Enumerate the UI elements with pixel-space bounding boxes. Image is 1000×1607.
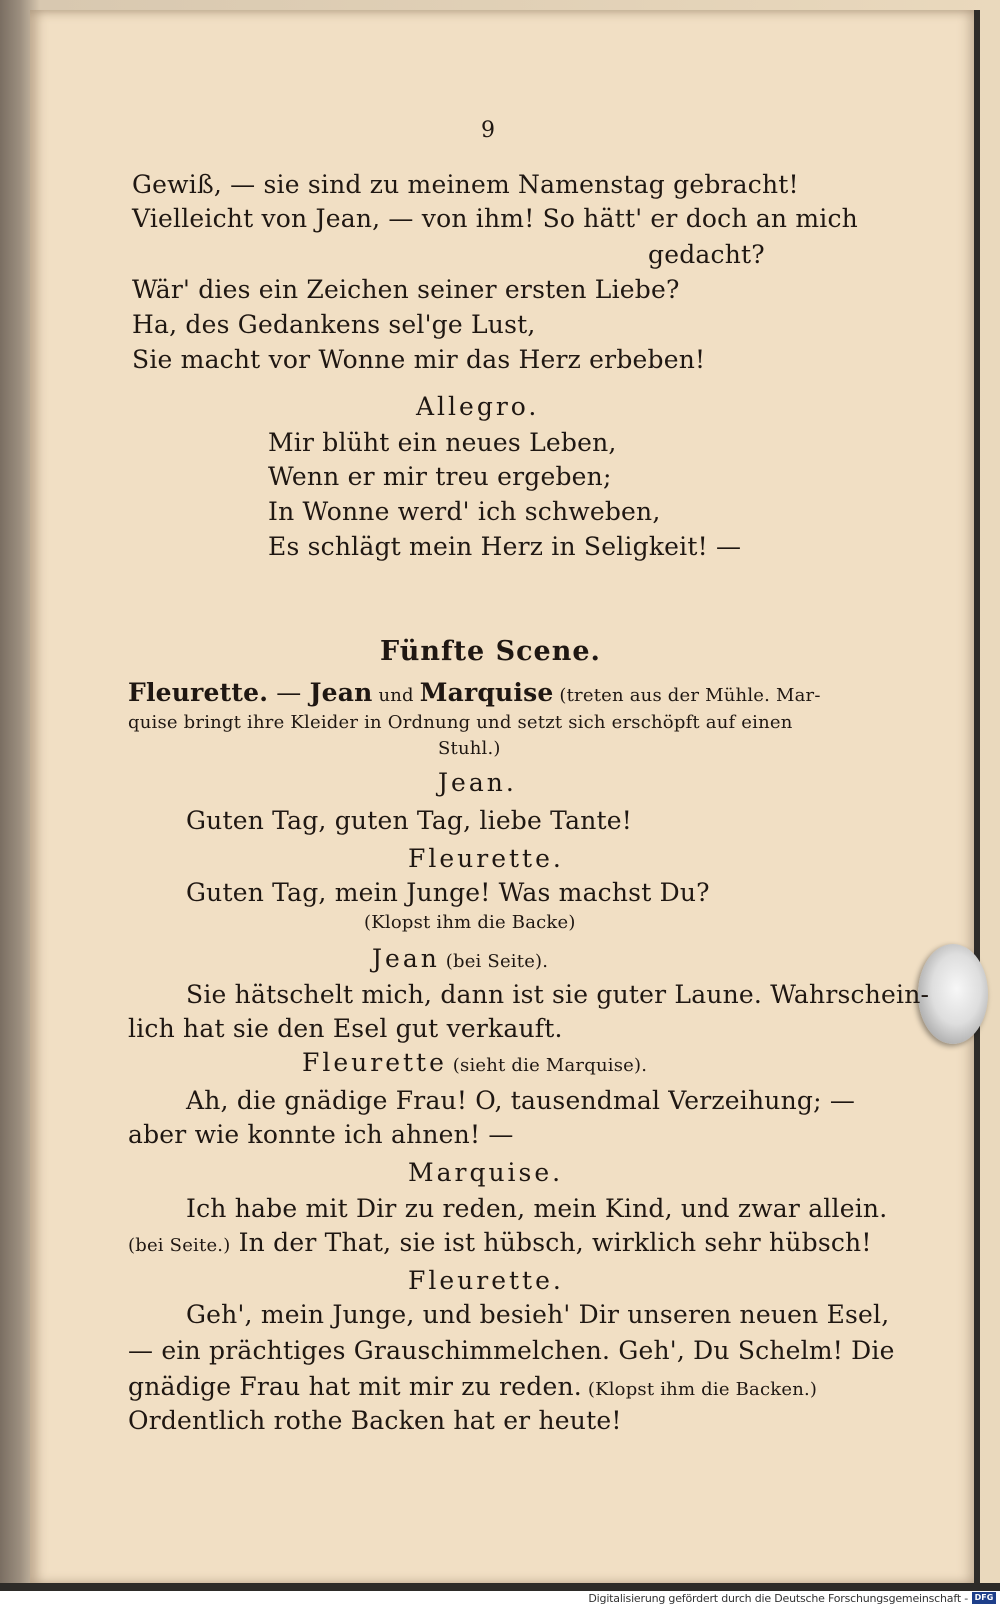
speaker-line: [302, 1048, 647, 1077]
dialogue-text: gnädige Frau hat mit mir zu reden.: [128, 1372, 582, 1401]
dialogue-line: Ich habe mit Dir zu reden, mein Kind, und zwar allein.: [186, 1194, 888, 1223]
text-line: Sie macht vor Wonne mir das Herz erbeben!: [132, 345, 706, 374]
verse-line: Wenn er mir treu ergeben;: [268, 462, 612, 491]
verse-line: Es schlägt mein Herz in Seligkeit! —: [268, 532, 742, 561]
page-number: 9: [481, 118, 496, 143]
footer-credit: Digitalisierung gefördert durch die Deutsche Forschungsgemeinschaft -: [588, 1592, 968, 1605]
stage-direction: (bei Seite).: [439, 951, 549, 972]
speaker-name: Marquise.: [408, 1158, 564, 1187]
text-line: Gewiß, — sie sind zu meinem Namenstag gebracht!: [132, 170, 799, 199]
verse-line: Mir blüht ein neues Leben,: [268, 428, 617, 457]
dialogue-line: [128, 1228, 872, 1257]
dialogue-line: Guten Tag, mein Junge! Was machst Du?: [186, 878, 710, 907]
stage-direction: (sieht die Marquise).: [446, 1055, 648, 1076]
stage-direction: (Klopst ihm die Backen.): [581, 1379, 818, 1400]
dialogue-line: lich hat sie den Esel gut verkauft.: [128, 1014, 563, 1043]
dialogue-line: Guten Tag, guten Tag, liebe Tante!: [186, 806, 632, 835]
text-line: gedacht?: [648, 240, 765, 269]
dialogue-line: [128, 1372, 817, 1401]
text-line: Vielleicht von Jean, — von ihm! So hätt' er doch an mich: [132, 204, 858, 233]
stage-direction: Stuhl.): [438, 738, 501, 759]
scan-bottom-edge: [0, 1583, 1000, 1591]
scene-heading: Fünfte Scene.: [380, 636, 601, 667]
speaker-name: Fleurette.: [408, 1266, 564, 1295]
dfg-logo: DFG: [972, 1592, 996, 1604]
stage-direction: (bei Seite.): [128, 1235, 231, 1256]
stage-direction: (treten aus der Mühle. Mar-: [553, 685, 821, 706]
dialogue-text: In der That, sie ist hübsch, wirklich sehr hübsch!: [230, 1228, 872, 1257]
dialogue-line: Ordentlich rothe Backen hat er heute!: [128, 1406, 622, 1435]
separator: —: [268, 678, 310, 707]
speaker-name: Jean.: [438, 768, 517, 797]
speaker-name: Fleurette.: [408, 844, 564, 873]
conjunction: und: [372, 685, 420, 706]
stage-direction: (Klopst ihm die Backe): [364, 912, 576, 933]
stage-direction: quise bringt ihre Kleider in Ordnung und setzt sich erschöpft auf einen: [128, 712, 793, 733]
character-name: Fleurette.: [128, 678, 269, 707]
dialogue-line: Geh', mein Junge, und besieh' Dir unseren neuen Esel,: [186, 1300, 890, 1329]
dialogue-line: — ein prächtiges Grauschimmelchen. Geh', Du Schelm! Die: [128, 1336, 895, 1365]
verse-line: In Wonne werd' ich schweben,: [268, 497, 661, 526]
character-name: Jean: [309, 678, 373, 707]
dialogue-line: Sie hätschelt mich, dann ist sie guter Laune. Wahrschein-: [186, 980, 930, 1009]
text-line: Wär' dies ein Zeichen seiner ersten Liebe?: [132, 275, 680, 304]
dialogue-line: Ah, die gnädige Frau! O, tausendmal Verzeihung; —: [186, 1086, 856, 1115]
speaker-name: Fleurette: [302, 1048, 447, 1077]
speaker-name: Jean: [372, 944, 440, 973]
text-line: Ha, des Gedankens sel'ge Lust,: [132, 310, 536, 339]
tempo-marking: Allegro.: [416, 392, 540, 421]
character-name: Marquise: [419, 678, 554, 707]
dialogue-line: aber wie konnte ich ahnen! —: [128, 1120, 514, 1149]
stage-direction-line: [128, 678, 821, 707]
speaker-line: [372, 944, 548, 973]
